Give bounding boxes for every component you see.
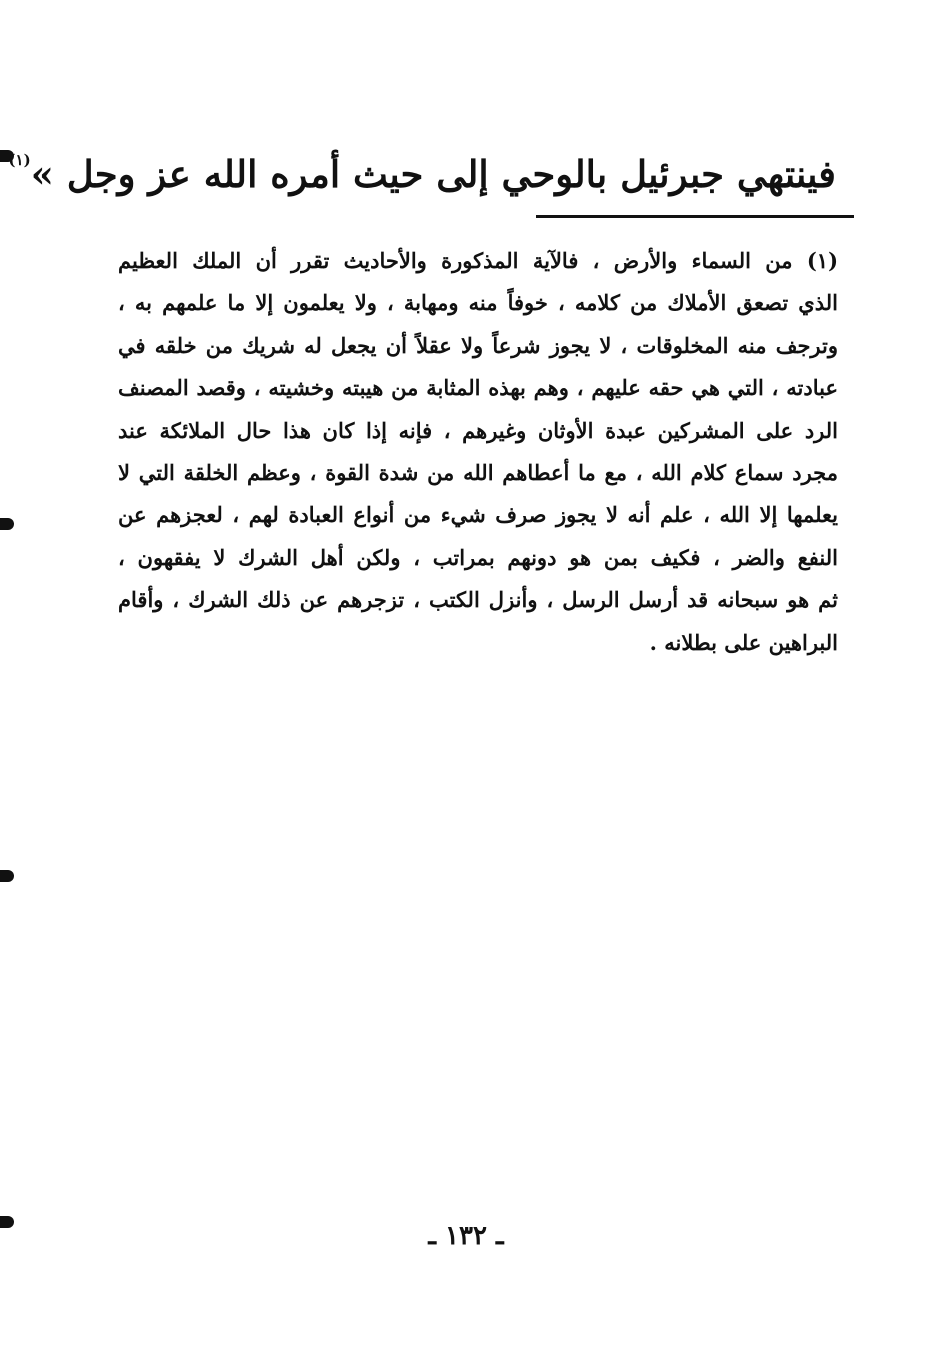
footnote-line: يعلمها إلا الله ، علم أنه لا يجوز صرف شيء من أنواع العبادة لهم ، لعجزهم عن (118, 502, 838, 528)
main-text-line (8, 130, 836, 204)
footnote-reference: (١) (8, 151, 31, 169)
footnote-line: مجرد سماع كلام الله ، مع ما أعطاهم الله من شدة القوة ، وعظم الخلقة التي لا (118, 459, 838, 485)
footnote-line: الرد على المشركين عبدة الأوثان وغيرهم ، فإنه إذا كان هذا حال الملائكة عند (118, 417, 838, 443)
footnote-block (118, 240, 838, 664)
footnote-line: وترجف منه المخلوقات ، لا يجوز شرعاً ولا عقلاً أن يجعل له شريك من خلقه في (118, 332, 838, 358)
main-text: فينتهي جبرئيل بالوحي إلى حيث أمره الله عز وجل » (30, 152, 836, 196)
footnote-line: البراهين على بطلانه . (649, 629, 838, 655)
binding-mark (0, 518, 14, 530)
binding-mark (0, 870, 14, 882)
footnote-separator (536, 215, 854, 218)
footnote-line: النفع والضر ، فكيف بمن هو دونهم بمراتب ، ولكن أهل الشرك لا يفقهون ، (118, 544, 838, 570)
page-number: ـ ١٣٢ ـ (428, 1221, 504, 1251)
footnote-line: عبادته ، التي هي حقه عليهم ، وهم بهذه المثابة من هيبته وخشيته ، وقصد المصنف (118, 375, 838, 401)
footnote-line: ثم هو سبحانه قد أرسل الرسل ، وأنزل الكتب ، تزجرهم عن ذلك الشرك ، وأقام (118, 587, 838, 613)
footnote-line: (١) من السماء والأرض ، فالآية المذكورة والأحاديث تقرر أن الملك العظيم (118, 248, 838, 273)
footnote-line: الذي تصعق الأملاك من كلامه ، خوفاً منه ومهابة ، ولا يعلمون إلا ما علمهم به ، (118, 290, 838, 316)
